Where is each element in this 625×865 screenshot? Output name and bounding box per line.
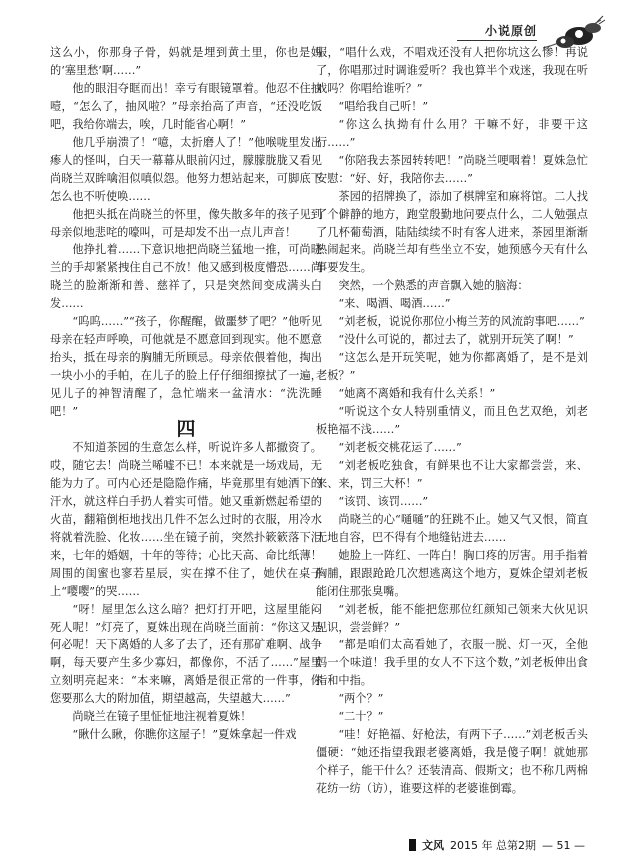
paragraph: 尚晓兰的心“嗵嗵”的狂跳不止。她又气又恨，简直无地自容，巴不得有个地缝钻进去…… [316,512,588,544]
paragraph: 突然，一个熟悉的声音飘入她的脑海： [338,279,529,293]
section-heading: 四 [176,418,196,441]
paragraph: 服，“唱什么戏，不唱戏还没有人把你坑这么惨！再说了，你唱那过时调谁爱听？我也算半个戏迷，我现在听戏吗？你唱给谁听？” [316,46,588,95]
paragraph: “刘老板，说说你那位小梅兰芳的风流韵事吧……” [338,315,585,329]
paragraph: 她脸上一阵红、一阵白！胸口疼的厉害。用手指着胸脯，跟跟跄跄几次想逃离这个地方，夏姝企望刘老板能闭住那张臭嘴。 [316,548,588,598]
page-number: — 51 — [542,838,585,852]
paragraph: 他把头抵在尚晓兰的怀里，像失散多年的孩子见到母亲似地悲咤的嚎叫，可是却发不出一点儿声音！ [50,207,322,239]
paragraph: 茶园的招牌换了，添加了棋牌室和麻将馆。二人找了个僻静的地方，跑堂殷勤地问要点什么，二人勉强点了几杯葡萄酒，陆陆续续不时有客人进来，茶园里渐渐热闹起来。尚晓兰却有些坐立不安，她预感今天有什么事要发生。 [316,189,588,275]
paragraph: “刘老板交桃花运了……” [338,440,462,454]
header-rule [457,40,537,41]
paragraph: 他挣扎着……下意识地把尚晓兰猛地一推，可尚晓兰的手却紧紧拽住自己不放！他又感到极度懵恐……尚晓兰的脸渐渐和善、慈祥了，只是突然间变成满头白发…… [50,243,322,311]
paragraph: “哇！好艳福、好枪法，有两下子……”刘老板舌头僵硬：“她还指望我跟老婆离婚，我是傻子啊！就她那个样子，能干什么？还装清高、假斯文；也不称几两棉花纺一纺（访），谁要这样的老婆谁倒霉。 [316,728,588,796]
paragraph: 尚晓兰在镜子里怔怔地注视着夏姝！ [72,710,252,724]
section-title: 小说原创 [484,24,537,38]
paragraph: “没什么可说的，都过去了，就别开玩笑了啊！” [338,333,574,347]
paragraph: “瞅什么瞅，你瞧你这屋子！”夏姝拿起一件戏 [72,728,297,742]
paragraph: “二十？” [338,710,384,724]
paragraph: 他的眼泪夺眶而出！幸亏有眼镜罩着。他忍不住抽噎，“怎么了，抽风啦？”母亲抬高了声音，“还没吃饭吧，我给你端去，唉，几时能省心啊！” [50,81,322,131]
paragraph: “来、喝酒、喝酒……” [338,297,451,311]
paragraph: 他几乎崩溃了！“噫，太折磨人了！”他喉咙里发出瘆人的怪叫，白天一幕幕从眼前闪过，朦朦胧胧又看见尚晓兰双眸噙泪似嗔似怨。他努力想站起来，可脚底下怎么也不听使唤…… [50,135,322,203]
paragraph: “呀！屋里怎么这么暗？把灯打开吧，这屋里能闷死人呢！”灯亮了，夏姝出现在尚晓兰面前：“你这又是何必呢！天下离婚的人多了去了，还有那矿难啊、战争啊，每天要产生多少寡妇，都像你，不活了……”屋里立刻明亮起来：“本来嘛，离婚是很正常的一件事，你您要那么大的附加值，期望越高，失望越大……” [50,602,322,706]
paragraph: 不知道茶园的生意怎么样，听说许多人都撤资了。哎，随它去！尚晓兰唏嘘不已！本来就是一场戏局，无能为力了。可内心还是隐隐作痛，毕竟那里有她洒下的汗水，就这样白手扔人着实可惜。她又重新燃起希望的火苗，翻箱倒柜地找出几件不怎么过时的衣服，用冷水将就着洗脸、化妆……坐在镜子前，突然扑簌簌落下泪来，七年的婚姻，十年的等待；心比天高、命比纸薄！周围的闺蜜也寥若星辰，实在撑不住了，她伏在桌子上“嘤嘤”的哭…… [50,440,322,598]
paragraph: “刘老板，能不能把您那位红颜知己领来大伙见识见识，尝尝鲜？” [316,602,588,634]
paragraph: “都是咱们太高看她了，衣服一脱、灯一灭，全他妈一个味道！我手里的女人不下这个数，”刘老板伸出食指和中指。 [316,638,588,688]
magazine-name: 文风 [422,839,444,852]
page-footer [409,837,585,853]
paragraph: “你这么执拗有什么用？干嘛不好，非要干这行……” [316,117,588,149]
paragraph: “她离不离婚和我有什么关系！” [338,387,496,401]
paragraph: “呜呜……”“孩子，你醒醒，做噩梦了吧？”他听见母亲在轻声呼唤，可他就是不愿意回到现实。他不愿意抬头，抵在母亲的胸脯无所顾忌。母亲依偎着他，掏出一块小小的手帕，在儿子的脸上仔仔细细擦拭了一遍，见儿子的神智清醒了，急忙端来一盆清水：“洗洗睡吧！” [50,315,322,419]
footer-bar-icon [409,839,416,851]
paragraph: “这怎么是开玩笑呢，她为你都离婚了，是不是刘老板？” [316,351,588,383]
paragraph: “你陪我去茶园转转吧！”尚晓兰哽咽着！夏姝急忙安慰：“好、好，我陪你去……” [316,153,588,185]
paragraph: “该罚、该罚……” [338,494,429,508]
paragraph: “听说这个女人特别重情义，而且色艺双绝，刘老板艳福不浅……” [316,405,588,437]
paragraph: 这么小，你那身子骨，妈就是埋到黄土里，你也是妈的‘塞里愁’啊……” [50,46,322,77]
paragraph: “两个？” [338,692,384,706]
issue-info: 2015 年 总第2期 [450,839,536,852]
paragraph: “刘老板吃独食，有鲜果也不让大家都尝尝，来、来、来，罚三大杯！” [316,458,588,490]
left-column [50,44,322,744]
right-column [316,44,588,798]
paragraph: “唱给我自己听！” [338,99,429,113]
